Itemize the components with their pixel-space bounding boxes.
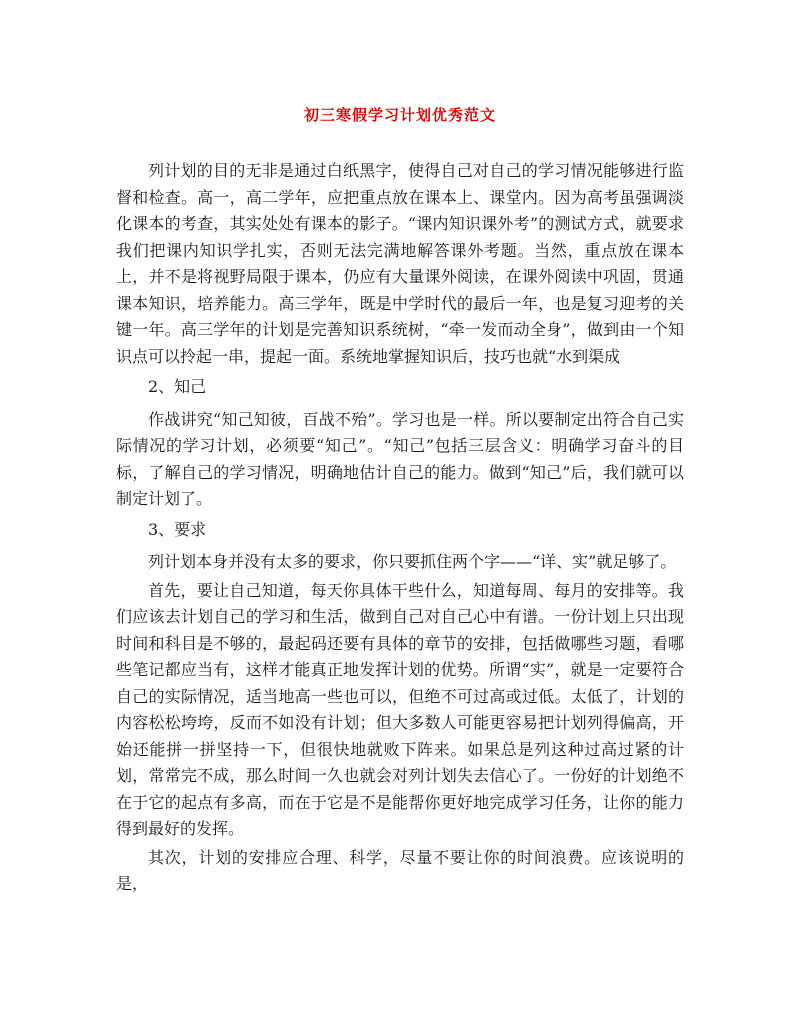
document-body: [116, 158, 684, 900]
paragraph-intro: 列计划的目的无非是通过白纸黑字，使得自己对自己的学习情况能够进行监督和检查。高一，高二学年，应把重点放在课本上、课堂内。因为高考虽强调淡化课本的考查，其实处处有课本的影子。“课内知识课外考”的测试方式，就要求我们把课内知识学扎实，否则无法完满地解答课外考题。当然，重点放在课本上，并不是将视野局限于课本，仍应有大量课外阅读，在课外阅读中巩固，贯通课本知识，培养能力。高三学年，既是中学时代的最后一年，也是复习迎考的关键一年。高三学年的计划是完善知识系统树，“牵一发而动全身”，做到由一个知识点可以拎起一串，提起一面。系统地掌握知识后，技巧也就“水到渠成: [116, 161, 684, 366]
section-heading-know-self: 2、知己: [148, 377, 207, 396]
paragraph-requirements: 列计划本身并没有太多的要求，你只要抓住两个字——“详、实”就足够了。: [148, 552, 677, 571]
paragraph-second: 其次，计划的安排应合理、科学，尽量不要让你的时间浪费。应该说明的是，: [116, 847, 684, 893]
section-heading-requirements: 3、要求: [148, 519, 207, 539]
paragraph-first: 首先，要让自己知道，每天你具体干些什么，知道每周、每月的安排等。我们应该去计划自己的学习和生活，做到自己对自己心中有谱。一份计划上只出现时间和科目是不够的，最起码还要有具体的章节的安排，包括做哪些习题，看哪些笔记都应当有，这样才能真正地发挥计划的优势。所谓“实”，就是一定要符合自己的实际情况，适当地高一些也可以，但绝不可过高或过低。太低了，计划的内容松松垮垮，反而不如没有计划；但大多数人可能更容易把计划列得偏高，开始还能拼一拼坚持一下，但很快地就败下阵来。如果总是列这种过高过紧的计划，常常完不成，那么时间一久也就会对列计划失去信心了。一份好的计划绝不在于它的起点有多高，而在于它是不是能帮你更好地完成学习任务，让你的能力得到最好的发挥。: [116, 580, 684, 838]
paragraph-know-self: 作战讲究“知己知彼，百战不殆”。学习也是一样。所以要制定出符合自己实际情况的学习计划，必须要“知己”。“知己”包括三层含义：明确学习奋斗的目标，了解自己的学习情况，明确地估计自己的能力。做到“知己”后，我们就可以制定计划了。: [116, 409, 684, 508]
document-title: 初三寒假学习计划优秀范文: [303, 106, 496, 124]
